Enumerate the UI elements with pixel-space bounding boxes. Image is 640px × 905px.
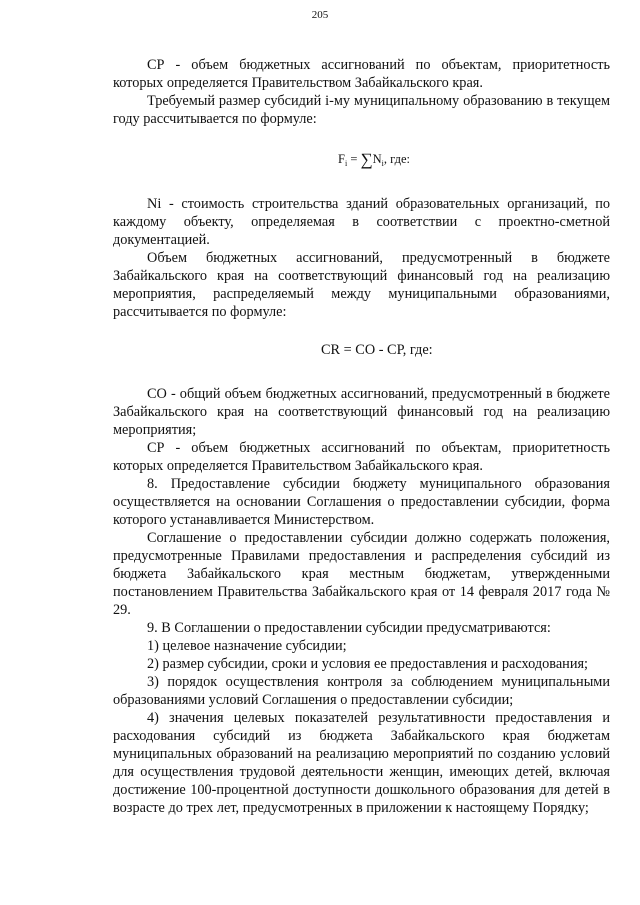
formula-lhs: F — [338, 152, 345, 166]
paragraph-item-8: 8. Предоставление субсидии бюджету муниципального образования осуществляется на основании Соглашения о предоставлении субсидии, форма которого устанавливается Министерством. — [113, 476, 610, 528]
list-item: 4) значения целевых показателей результативности предоставления и расходования субсидий из бюджета Забайкальского края бюджетам муниципальных образований на реализацию мероприятий по созданию условий для осуществления трудовой деятельности женщин, имеющих детей, включая достижение 100-процентной доступности дошкольного образования для детей в возрасте до трех лет, предусмотренных в приложении к настоящему Порядку; — [113, 710, 610, 816]
formula-cr: CR = СО - СР, где: — [321, 342, 433, 358]
formula-tail: , где: — [383, 152, 411, 166]
formula-equals: = — [347, 152, 361, 166]
paragraph-co-definition: СО - общий объем бюджетных ассигнований, предусмотренный в бюджете Забайкальского края на соответствующий финансовый год на реализацию мероприятия; — [113, 386, 610, 438]
sum-symbol-icon: ∑ — [360, 150, 373, 169]
formula-rhs-subscript: i — [381, 159, 384, 168]
paragraph-item-9: 9. В Соглашении о предоставлении субсидии предусматриваются: — [147, 620, 551, 636]
formula-rhs: N — [372, 152, 382, 166]
paragraph-budget-volume: Объем бюджетных ассигнований, предусмотренный в бюджете Забайкальского края на соответствующий финансовый год на реализацию мероприятия, распределяемый между муниципальными образованиями, рассчитывается по формуле: — [113, 250, 610, 320]
paragraph-subsidy-size: Требуемый размер субсидий i-му муниципальному образованию в текущем году рассчитывается по формуле: — [113, 93, 610, 127]
list-item: 1) целевое назначение субсидии; — [147, 638, 347, 654]
document-body — [113, 56, 610, 817]
list-item: 3) порядок осуществления контроля за соблюдением муниципальными образованиями условий Соглашения о предоставлении субсидии; — [113, 674, 610, 708]
formula-lhs-subscript: i — [344, 159, 348, 168]
paragraph-agreement: Соглашение о предоставлении субсидии должно содержать положения, предусмотренные Правилами предоставления и распределения субсидий из бюджета Забайкальского края местным бюджетам, утвержденными постановлением Правительства Забайкальского края от 14 февраля 2017 года № 29. — [113, 530, 610, 618]
paragraph-ni-definition: Ni - стоимость строительства зданий образовательных организаций, по каждому объекту, определяемая в соответствии с проектно-сметной документацией. — [113, 196, 610, 248]
list-item: 2) размер субсидии, сроки и условия ее предоставления и расходования; — [147, 656, 589, 672]
paragraph-cp-definition-2: СР - объем бюджетных ассигнований по объектам, приоритетность которых определяется Правительством Забайкальского края. — [113, 440, 610, 474]
formula-subsidy — [113, 148, 610, 175]
paragraph-cp-definition: СР - объем бюджетных ассигнований по объектам, приоритетность которых определяется Правительством Забайкальского края. — [113, 57, 610, 91]
page-number: 205 — [311, 9, 329, 21]
